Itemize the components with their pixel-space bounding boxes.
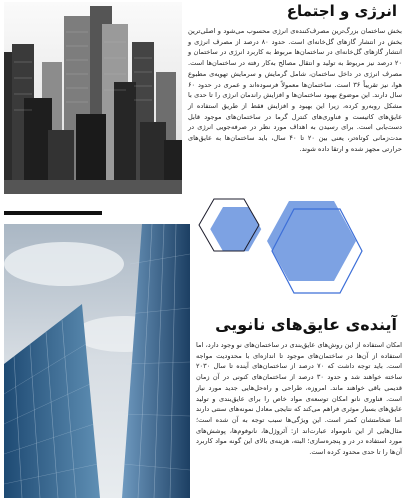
city-skyline-photo <box>4 2 182 194</box>
section-body-energy-society: بخش ساختمان بزرگ‌ترین مصرف‌کننده‌ی انرژی محسوب می‌شود و اصلی‌ترین بخش در انتشار گازهای گل‌خانه‌ای است. حدود ۸۰ درصد از مصرف انرژی و انتشار گازهای گل‌خانه‌ای در ساختمان‌ها مربوط به کاربرد انرژی در ساختمان و ۲۰ درصد نیز مربوط به تولید و انتقال مصالح به‌کار رفته در ساختمان‌ها است. مصرف انرژی در داخل ساختمان، شامل گرمایش و سرمایش تهویه‌ی مطبوع هوا، نیز تقریباً ۳۶ است. ساختمان‌ها معمولاً فرسوده‌اند و عمری در حدود ۶۰ سال دارند. این موضوع بهبود ساختمان‌ها و افزایش راندمان انرژی را تا حدی با مشکل روبه‌رو کرده، زیرا این بهبود و افزایش فقط از طریق استفاده از عایق‌های کاتیست و فناوری‌های کنترل گرما در ساختمان‌های موجود قابل دست‌یابی است. برای رسیدن به اهداف مورد نظر در صرفه‌جویی انرژی در مدت‌زمانی کوتاه‌تر، یعنی بین ۲۰ تا ۴۰ سال، باید ساختمان‌ها به عایق‌های حرارتی مجهز شده و ارتقا داده شوند. <box>188 27 403 153</box>
hexagon-decoration <box>194 197 394 307</box>
divider-line <box>4 211 102 215</box>
section-body-nano-insulation: امکان استفاده از این روش‌های عایق‌بندی در ساختمان‌های نو وجود دارد، اما استفاده از آن‌ها در ساختمان‌های موجود تا اندازه‌ای با محدودیت مواجه است. باید توجه داشت که ۷۰ درصد از ساختمان‌های آینده تا سال ۲۰۳۰ ساخته خواهند شد و حدود ۳۰ درصد از ساختمان‌های کنونی در آن زمان قدیمی باقی خواهند ماند. امروزه، طراحی و راه‌حل‌هایی جدید مورد نیاز است. فناوری نانو امکان توسعه‌ی مواد خاص را برای عایق‌بندی و تولید عایق‌های بسیار موثری فراهم می‌کند که نتایجی معادل نمونه‌های سنتی دارند اما ضخامتشان کمتر است. این ویژگی‌ها سبب توجه به آن شده است؛ مثال‌هایی از این نانومواد عبارت‌اند از: آئروژل‌ها، نانوفوم‌ها، پوشش‌های مورد استفاده در در و پنجره‌سازی؛ البته، هزینه‌ی بالای این گونه مواد کاربرد آن‌ها را تا حدی محدود کرده است. <box>196 341 403 457</box>
hexagon-small-filled <box>210 207 261 251</box>
section-title-nano-insulation: آینده‌ی عایق‌های نانویی <box>215 315 397 334</box>
section-title-energy-society: انرژی و اجتماع <box>286 2 397 20</box>
glass-skyscrapers-photo <box>4 224 190 498</box>
